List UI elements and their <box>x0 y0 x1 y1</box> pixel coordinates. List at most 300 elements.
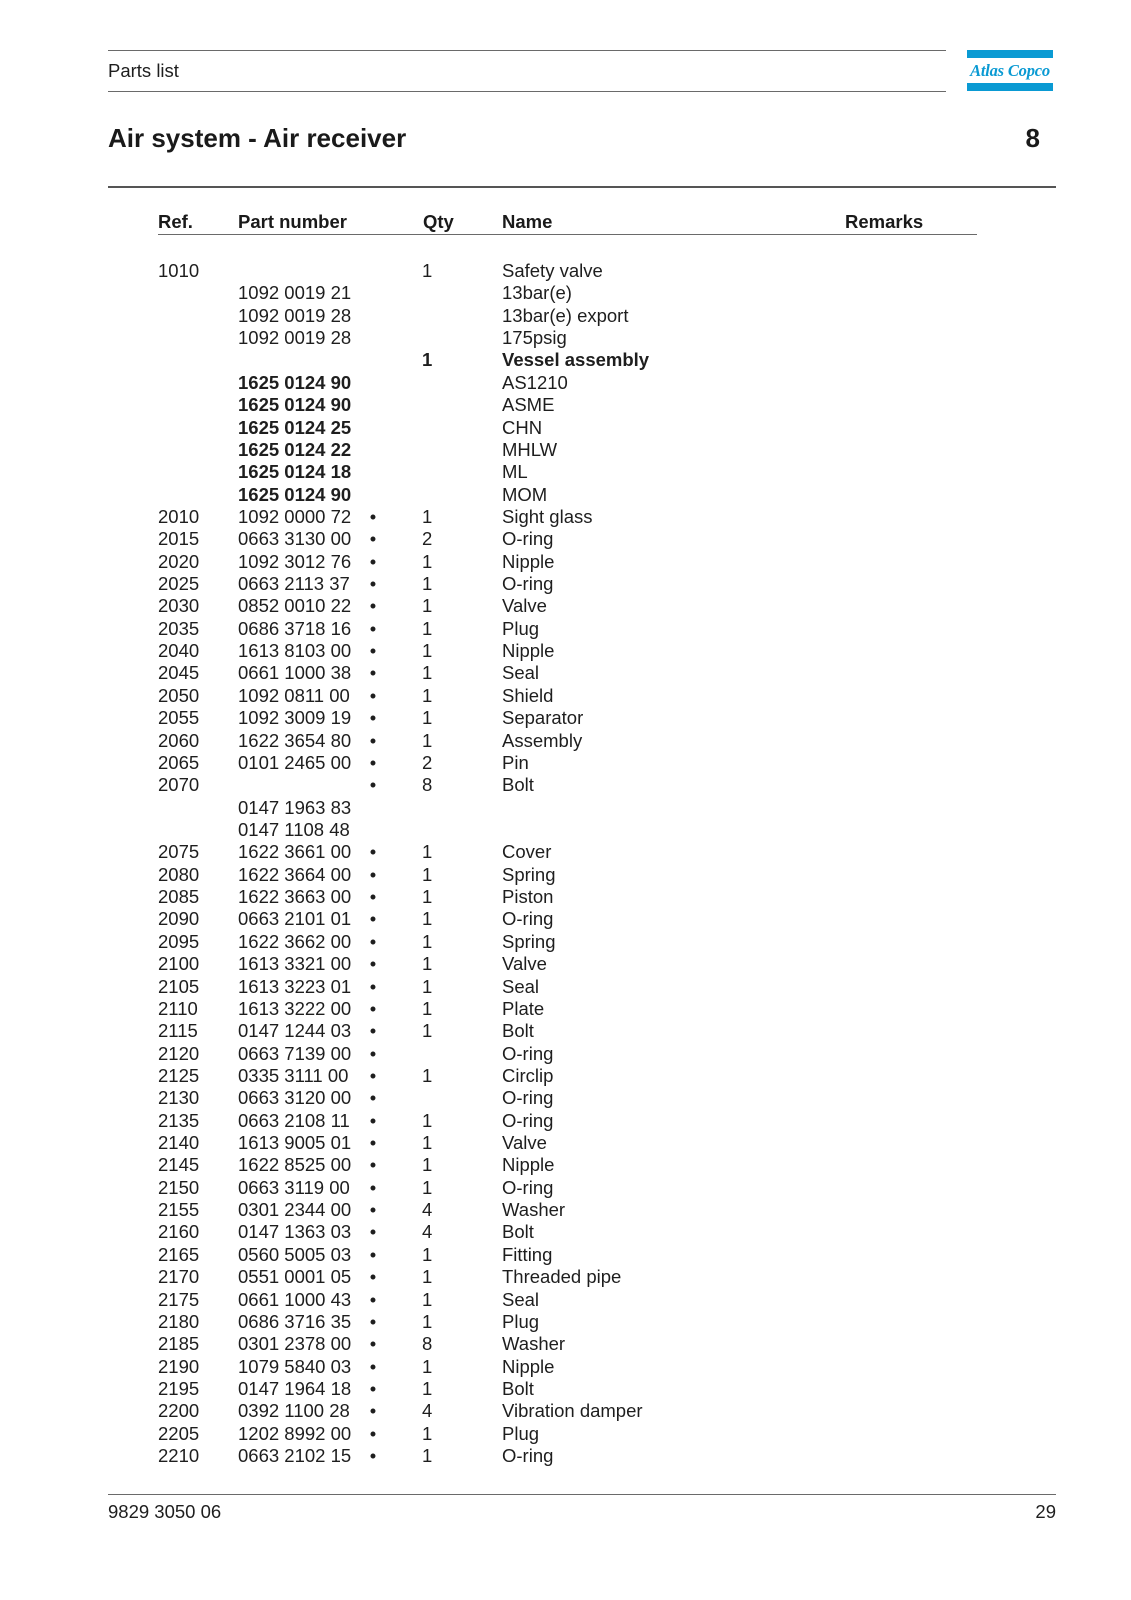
cell-mark: • <box>369 908 377 930</box>
cell-ref: 2200 <box>158 1400 200 1422</box>
cell-ref: 2105 <box>158 975 200 997</box>
cell-qty: 4 <box>422 1199 433 1221</box>
table-header-rule <box>158 234 977 235</box>
table-row <box>0 1289 1131 1311</box>
cell-name: Valve <box>502 1132 547 1154</box>
cell-qty: 1 <box>422 573 433 595</box>
cell-ref: 2155 <box>158 1199 200 1221</box>
cell-name: Nipple <box>502 640 555 662</box>
cell-name: Assembly <box>502 729 583 751</box>
cell-qty: 1 <box>422 1109 433 1131</box>
column-header-name: Name <box>502 211 553 232</box>
cell-mark: • <box>369 1132 377 1154</box>
cell-name: O-ring <box>502 573 554 595</box>
cell-mark: • <box>369 886 377 908</box>
cell-name: Seal <box>502 975 540 997</box>
cell-ref: 2055 <box>158 707 200 729</box>
cell-mark: • <box>369 684 377 706</box>
cell-part-number: 1079 5840 03 <box>238 1355 352 1377</box>
section-label: Parts list <box>108 60 179 81</box>
cell-part-number: 1622 3663 00 <box>238 886 352 908</box>
cell-ref: 2100 <box>158 953 200 975</box>
cell-mark: • <box>369 617 377 639</box>
table-row <box>0 439 1131 461</box>
table-row <box>0 640 1131 662</box>
cell-ref: 2185 <box>158 1333 200 1355</box>
cell-mark: • <box>369 729 377 751</box>
table-row <box>0 752 1131 774</box>
cell-name: Washer <box>502 1199 566 1221</box>
cell-qty: 1 <box>422 975 433 997</box>
cell-mark: • <box>369 1087 377 1109</box>
table-row <box>0 1020 1131 1042</box>
cell-mark: • <box>369 751 377 773</box>
column-header-part-number: Part number <box>238 211 347 232</box>
cell-name: Bolt <box>502 1378 534 1399</box>
table-row <box>0 551 1131 573</box>
cell-part-number: 1622 8525 00 <box>238 1154 352 1176</box>
cell-mark: • <box>369 1288 377 1310</box>
cell-name: Nipple <box>502 1154 555 1176</box>
cell-qty: 1 <box>422 1445 433 1467</box>
header-rule-top <box>108 50 946 51</box>
table-row <box>0 260 1131 282</box>
cell-part-number: 1613 3321 00 <box>238 953 352 975</box>
cell-qty: 1 <box>422 662 433 684</box>
cell-part-number: 1613 3223 01 <box>238 975 352 997</box>
cell-mark: • <box>369 1243 377 1265</box>
cell-qty: 1 <box>422 1176 433 1198</box>
cell-qty: 1 <box>422 997 433 1019</box>
cell-name: Separator <box>502 707 584 729</box>
cell-part-number: 0392 1100 28 <box>238 1400 350 1422</box>
cell-ref: 2060 <box>158 729 200 751</box>
table-row <box>0 976 1131 998</box>
cell-part-number: 0147 1964 18 <box>238 1378 352 1399</box>
cell-part-number: 0852 0010 22 <box>238 595 352 617</box>
cell-part-number: 0560 5005 03 <box>238 1243 352 1265</box>
cell-ref: 2020 <box>158 550 200 572</box>
cell-mark: • <box>369 505 377 527</box>
cell-name: Bolt <box>502 774 534 796</box>
cell-qty: 1 <box>422 1154 433 1176</box>
cell-part-number: 1613 8103 00 <box>238 640 352 662</box>
table-row <box>0 327 1131 349</box>
column-header-remarks: Remarks <box>845 211 924 232</box>
cell-qty: 1 <box>422 1355 433 1377</box>
cell-name: O-ring <box>502 528 554 550</box>
cell-qty: 1 <box>422 1243 433 1265</box>
cell-ref: 2170 <box>158 1266 200 1288</box>
table-row <box>0 730 1131 752</box>
cell-ref: 2205 <box>158 1422 200 1444</box>
cell-mark: • <box>369 1400 377 1422</box>
cell-name: Plug <box>502 1310 540 1332</box>
cell-ref: 2070 <box>158 774 200 796</box>
cell-ref: 2110 <box>158 997 198 1019</box>
footer-rule <box>108 1494 1056 1495</box>
title-rule <box>108 186 1056 188</box>
cell-part-number: 1625 0124 18 <box>238 461 352 483</box>
cell-qty: 1 <box>422 505 433 527</box>
cell-ref: 2190 <box>158 1355 200 1377</box>
column-header-ref: Ref. <box>158 211 193 232</box>
cell-part-number: 1092 0019 28 <box>238 304 352 326</box>
cell-part-number: 0663 7139 00 <box>238 1042 352 1064</box>
cell-ref: 2090 <box>158 908 200 930</box>
cell-part-number: 1622 3654 80 <box>238 729 352 751</box>
cell-part-number: 0686 3718 16 <box>238 617 352 639</box>
cell-part-number: 1622 3661 00 <box>238 841 352 863</box>
document-number: 9829 3050 06 <box>108 1501 222 1522</box>
cell-qty: 4 <box>422 1221 433 1243</box>
cell-mark: • <box>369 1199 377 1221</box>
table-row <box>0 349 1131 371</box>
cell-qty: 1 <box>422 886 433 908</box>
table-row <box>0 1199 1131 1221</box>
cell-mark: • <box>369 1378 377 1399</box>
table-row <box>0 1333 1131 1355</box>
cell-qty: 1 <box>422 863 433 885</box>
cell-ref: 2040 <box>158 640 200 662</box>
cell-mark: • <box>369 1109 377 1131</box>
cell-ref: 2120 <box>158 1042 200 1064</box>
cell-ref: 2175 <box>158 1288 200 1310</box>
logo-bar-bottom <box>967 83 1053 91</box>
cell-mark: • <box>369 707 377 729</box>
cell-part-number: 0663 2113 37 <box>238 573 350 595</box>
cell-name: Valve <box>502 953 547 975</box>
cell-name: Spring <box>502 863 556 885</box>
cell-part-number: 0663 2101 01 <box>238 908 352 930</box>
table-row <box>0 1154 1131 1176</box>
cell-qty: 1 <box>422 1310 433 1332</box>
cell-part-number: 0663 3119 00 <box>238 1176 350 1198</box>
cell-mark: • <box>369 975 377 997</box>
cell-part-number: 1202 8992 00 <box>238 1422 352 1444</box>
chapter-number: 8 <box>1025 123 1040 153</box>
cell-part-number: 1622 3664 00 <box>238 863 352 885</box>
table-row <box>0 1177 1131 1199</box>
cell-name: O-ring <box>502 1087 554 1109</box>
table-row <box>0 372 1131 394</box>
table-row <box>0 1087 1131 1109</box>
table-row <box>0 819 1131 841</box>
table-row <box>0 484 1131 506</box>
cell-part-number: 1092 0019 28 <box>238 327 352 349</box>
cell-part-number: 0335 3111 00 <box>238 1064 349 1086</box>
cell-qty: 1 <box>422 260 433 281</box>
cell-part-number: 0663 3130 00 <box>238 528 352 550</box>
cell-qty: 1 <box>422 908 433 930</box>
table-row <box>0 1356 1131 1378</box>
cell-part-number: 0101 2465 00 <box>238 751 352 773</box>
cell-name: Bolt <box>502 1020 534 1042</box>
cell-mark: • <box>369 1355 377 1377</box>
table-row <box>0 886 1131 908</box>
cell-part-number: 1092 0019 21 <box>238 282 352 304</box>
cell-name: Circlip <box>502 1064 554 1086</box>
cell-name: Vibration damper <box>502 1400 643 1422</box>
parts-table-body <box>0 260 1131 1470</box>
cell-name: 13bar(e) <box>502 282 572 304</box>
cell-qty: 1 <box>422 953 433 975</box>
logo-text: Atlas Copco <box>970 61 1050 80</box>
cell-part-number: 1092 3009 19 <box>238 707 352 729</box>
cell-name: Threaded pipe <box>502 1266 622 1288</box>
cell-mark: • <box>369 1422 377 1444</box>
cell-qty: 1 <box>422 595 433 617</box>
table-row <box>0 417 1131 439</box>
cell-name: Cover <box>502 841 552 863</box>
cell-name: Shield <box>502 684 554 706</box>
cell-mark: • <box>369 662 377 684</box>
cell-name: Valve <box>502 595 547 617</box>
cell-ref: 2045 <box>158 662 200 684</box>
table-row <box>0 1423 1131 1445</box>
cell-qty: 1 <box>422 1422 433 1444</box>
cell-name: Plug <box>502 1422 540 1444</box>
cell-part-number: 0686 3716 35 <box>238 1310 352 1332</box>
cell-qty: 1 <box>422 640 433 662</box>
cell-qty: 1 <box>422 930 433 952</box>
cell-ref: 2135 <box>158 1109 200 1131</box>
cell-ref: 2080 <box>158 863 200 885</box>
cell-ref: 2115 <box>158 1020 198 1042</box>
cell-qty: 1 <box>422 1288 433 1310</box>
cell-name: 13bar(e) export <box>502 304 629 326</box>
cell-mark: • <box>369 774 377 796</box>
table-row <box>0 461 1131 483</box>
cell-qty: 1 <box>422 1266 433 1288</box>
cell-part-number: 0551 0001 05 <box>238 1266 352 1288</box>
cell-ref: 2065 <box>158 751 200 773</box>
cell-mark: • <box>369 841 377 863</box>
page-number: 29 <box>1035 1501 1056 1522</box>
cell-name: O-ring <box>502 1042 554 1064</box>
header-rule-bottom <box>108 91 946 92</box>
cell-name: Vessel assembly <box>502 349 650 371</box>
table-row <box>0 1065 1131 1087</box>
cell-name: Sight glass <box>502 505 593 527</box>
cell-ref: 2145 <box>158 1154 200 1176</box>
cell-mark: • <box>369 953 377 975</box>
table-row <box>0 662 1131 684</box>
table-row <box>0 953 1131 975</box>
cell-part-number: 1092 3012 76 <box>238 550 352 572</box>
cell-mark: • <box>369 1176 377 1198</box>
cell-mark: • <box>369 595 377 617</box>
cell-qty: 1 <box>422 1378 433 1399</box>
table-row <box>0 998 1131 1020</box>
cell-name: Bolt <box>502 1221 534 1243</box>
table-row <box>0 908 1131 930</box>
cell-part-number: 0663 3120 00 <box>238 1087 352 1109</box>
cell-name: AS1210 <box>502 371 568 393</box>
cell-qty: 1 <box>422 684 433 706</box>
cell-part-number: 1622 3662 00 <box>238 930 352 952</box>
cell-name: Seal <box>502 662 540 684</box>
brand-logo <box>967 50 1053 92</box>
cell-ref: 1010 <box>158 260 200 281</box>
cell-qty: 1 <box>422 550 433 572</box>
cell-qty: 8 <box>422 1333 433 1355</box>
cell-name: MHLW <box>502 438 558 460</box>
cell-part-number: 0661 1000 43 <box>238 1288 352 1310</box>
cell-mark: • <box>369 550 377 572</box>
cell-name: ML <box>502 461 528 483</box>
table-row <box>0 1221 1131 1243</box>
cell-ref: 2025 <box>158 573 200 595</box>
cell-name: Safety valve <box>502 260 603 281</box>
cell-mark: • <box>369 1221 377 1243</box>
cell-part-number: 1625 0124 90 <box>238 371 352 393</box>
cell-name: O-ring <box>502 1445 554 1467</box>
cell-qty: 1 <box>422 1064 433 1086</box>
table-row <box>0 1311 1131 1333</box>
cell-name: Pin <box>502 751 529 773</box>
table-row <box>0 774 1131 796</box>
cell-name: Washer <box>502 1333 566 1355</box>
cell-qty: 1 <box>422 617 433 639</box>
cell-part-number: 0663 2102 15 <box>238 1445 352 1467</box>
table-row <box>0 1110 1131 1132</box>
cell-qty: 1 <box>422 1132 433 1154</box>
table-row <box>0 305 1131 327</box>
cell-mark: • <box>369 1020 377 1042</box>
cell-mark: • <box>369 863 377 885</box>
cell-ref: 2195 <box>158 1378 200 1399</box>
cell-part-number: 1625 0124 22 <box>238 438 352 460</box>
cell-qty: 8 <box>422 774 433 796</box>
cell-name: 175psig <box>502 327 567 349</box>
cell-name: Seal <box>502 1288 540 1310</box>
cell-part-number: 1625 0124 90 <box>238 394 352 416</box>
cell-mark: • <box>369 1064 377 1086</box>
table-row <box>0 506 1131 528</box>
table-row <box>0 1244 1131 1266</box>
cell-mark: • <box>369 1266 377 1288</box>
table-row <box>0 1378 1131 1400</box>
cell-mark: • <box>369 528 377 550</box>
cell-ref: 2210 <box>158 1445 200 1467</box>
table-row <box>0 528 1131 550</box>
cell-name: O-ring <box>502 1176 554 1198</box>
cell-ref: 2130 <box>158 1087 200 1109</box>
cell-part-number: 1613 9005 01 <box>238 1132 352 1154</box>
cell-part-number: 1613 3222 00 <box>238 997 352 1019</box>
cell-name: O-ring <box>502 1109 554 1131</box>
cell-name: MOM <box>502 483 548 505</box>
cell-name: Nipple <box>502 550 555 572</box>
cell-mark: • <box>369 1042 377 1064</box>
table-row <box>0 707 1131 729</box>
cell-qty: 1 <box>422 1020 433 1042</box>
table-row <box>0 864 1131 886</box>
table-row <box>0 1132 1131 1154</box>
cell-part-number: 0661 1000 38 <box>238 662 352 684</box>
cell-name: Piston <box>502 886 554 908</box>
cell-ref: 2165 <box>158 1243 200 1265</box>
cell-name: O-ring <box>502 908 554 930</box>
cell-qty: 1 <box>422 349 433 371</box>
cell-part-number: 1625 0124 25 <box>238 416 352 438</box>
cell-part-number: 0663 2108 11 <box>238 1109 350 1131</box>
table-row <box>0 1043 1131 1065</box>
cell-part-number: 1092 0811 00 <box>238 684 350 706</box>
cell-name: Fitting <box>502 1243 553 1265</box>
cell-name: Nipple <box>502 1355 555 1377</box>
cell-name: Spring <box>502 930 556 952</box>
cell-name: CHN <box>502 416 543 438</box>
cell-part-number: 0301 2344 00 <box>238 1199 352 1221</box>
table-row <box>0 282 1131 304</box>
table-row <box>0 573 1131 595</box>
page-title: Air system - Air receiver <box>108 123 407 153</box>
logo-bar-top <box>967 50 1053 58</box>
cell-part-number: 0147 1108 48 <box>238 819 350 840</box>
cell-ref: 2140 <box>158 1132 200 1154</box>
table-row <box>0 394 1131 416</box>
cell-ref: 2075 <box>158 841 200 863</box>
cell-ref: 2085 <box>158 886 200 908</box>
cell-part-number: 0147 1963 83 <box>238 796 352 818</box>
cell-mark: • <box>369 997 377 1019</box>
cell-mark: • <box>369 930 377 952</box>
table-row <box>0 618 1131 640</box>
cell-ref: 2150 <box>158 1176 200 1198</box>
cell-qty: 2 <box>422 751 433 773</box>
cell-name: Plug <box>502 617 540 639</box>
table-row <box>0 931 1131 953</box>
cell-mark: • <box>369 1333 377 1355</box>
cell-part-number: 0147 1363 03 <box>238 1221 352 1243</box>
cell-mark: • <box>369 1310 377 1332</box>
cell-ref: 2125 <box>158 1064 200 1086</box>
cell-ref: 2035 <box>158 617 200 639</box>
table-row <box>0 797 1131 819</box>
table-row <box>0 841 1131 863</box>
cell-ref: 2030 <box>158 595 200 617</box>
cell-part-number: 1092 0000 72 <box>238 505 352 527</box>
cell-ref: 2095 <box>158 930 200 952</box>
cell-mark: • <box>369 640 377 662</box>
column-header-qty: Qty <box>423 211 454 232</box>
cell-part-number: 1625 0124 90 <box>238 483 352 505</box>
cell-ref: 2160 <box>158 1221 200 1243</box>
cell-ref: 2050 <box>158 684 200 706</box>
cell-ref: 2010 <box>158 505 200 527</box>
cell-qty: 4 <box>422 1400 433 1422</box>
table-row <box>0 1266 1131 1288</box>
cell-qty: 2 <box>422 528 433 550</box>
cell-part-number: 0147 1244 03 <box>238 1020 352 1042</box>
cell-qty: 1 <box>422 841 433 863</box>
cell-ref: 2015 <box>158 528 200 550</box>
table-row <box>0 595 1131 617</box>
cell-name: ASME <box>502 394 555 416</box>
table-row <box>0 685 1131 707</box>
cell-mark: • <box>369 1445 377 1467</box>
cell-ref: 2180 <box>158 1310 200 1332</box>
cell-part-number: 0301 2378 00 <box>238 1333 352 1355</box>
cell-name: Plate <box>502 997 545 1019</box>
cell-qty: 1 <box>422 729 433 751</box>
cell-mark: • <box>369 1154 377 1176</box>
cell-qty: 1 <box>422 707 433 729</box>
table-row <box>0 1400 1131 1422</box>
cell-mark: • <box>369 573 377 595</box>
